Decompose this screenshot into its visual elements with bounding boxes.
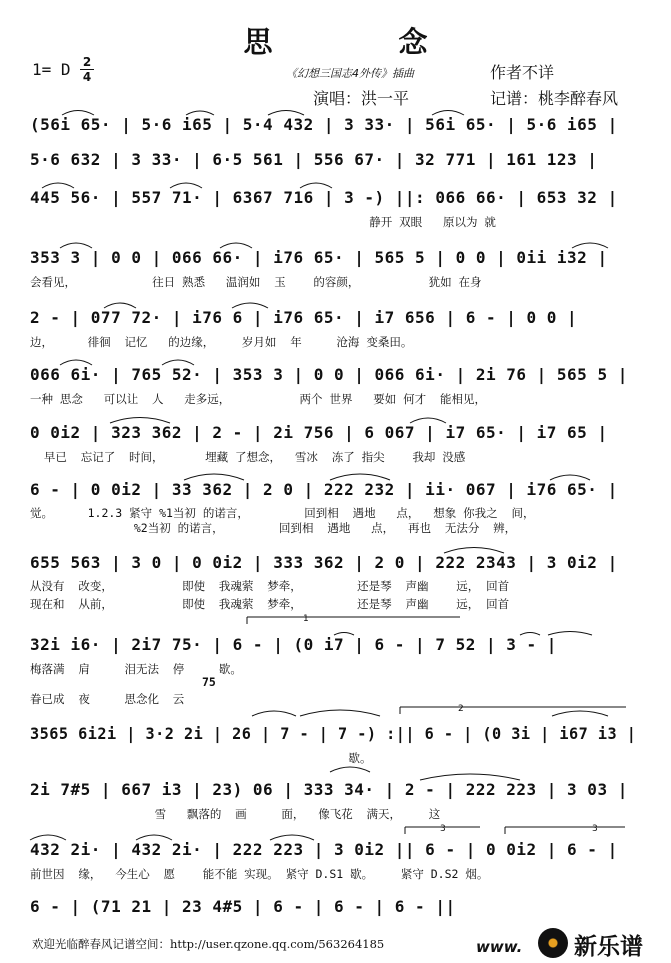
- volta-number: 3: [440, 824, 446, 834]
- brand-name: 新乐谱: [574, 934, 643, 960]
- notation-line: 6 - | 0 0i2 | 33 362 | 2 0 | 222 232 | ii· 067 | i76 65· |: [30, 480, 618, 499]
- notation-line: (56i 65· | 5·6 i65 | 5·4 432 | 3 33· | 56i 65· | 5·6 i65 |: [30, 115, 618, 134]
- lyric-line-2: 眷已成 夜 思念化 云: [30, 692, 185, 706]
- brand-logo: [476, 924, 666, 960]
- lyric-line: 梅落满 肩 泪无法 停 歇。: [30, 662, 242, 676]
- notation-line: 353 3 | 0 0 | 066 66· | i76 65· | 565 5 | 0 0 | 0ii i32 |: [30, 248, 608, 267]
- lyric-line: 雪 飘落的 画 面， 像飞花 满天， 这: [30, 807, 441, 821]
- time-signature: [80, 56, 94, 83]
- notation-line: 3565 6i2i | 3·2 2i | 26 | 7 - | 7 -) :|| 6 - | (0 3i | i67 i3 |: [30, 724, 637, 743]
- notation-line: 32i i6· | 2i7 75· | 6 - | (0 i7 | 6 - | 7 52 | 3 - |: [30, 635, 557, 654]
- song-title: 思 念: [243, 25, 486, 59]
- notation-line: 445 56· | 557 71· | 6367 716 | 3 -) ||: 066 66· | 653 32 |: [30, 188, 618, 207]
- meter-top: 2: [82, 55, 92, 69]
- lyric-line-2: 现在和 从前， 即使 我魂萦 梦牵， 还是琴 声幽 远， 回首: [30, 597, 510, 611]
- slur-mark: [330, 767, 370, 772]
- lyric-line-2: %2当初 的诺言， 回到相 遇地 点， 再也 无法分 辨，: [30, 521, 517, 535]
- notation-line: 2i 7#5 | 667 i3 | 23) 06 | 333 34· | 2 - | 222 223 | 3 03 |: [30, 780, 628, 799]
- volta-bracket: [400, 707, 626, 714]
- footer-credit: 欢迎光临醉春风记谱空间：http://user.qzone.qq.com/563264185: [32, 937, 385, 951]
- volta-bracket: [405, 827, 480, 834]
- notation-line: 655 563 | 3 0 | 0 0i2 | 333 362 | 2 0 | 222 2343 | 3 0i2 |: [30, 553, 618, 572]
- song-subtitle: 《幻想三国志4外传》插曲: [286, 67, 414, 80]
- lyric-line: 一种 思念 可以让 人 走多远， 两个 世界 要如 何才 能相见，: [30, 392, 487, 406]
- lyric-line: 前世因 缘， 今生心 愿 能不能 实现。 紧守 D.S1 歇。 紧守 D.S2 烟。: [30, 867, 489, 881]
- volta-number: 2: [458, 704, 464, 714]
- lyric-line: 觉。 1.2.3 紧守 %1当初 的诺言， 回到相 遇地 点， 想象 你我之 间，: [30, 506, 535, 520]
- volta-bracket: [247, 617, 460, 624]
- slur-mark: [252, 711, 296, 716]
- key-signature: 1= D: [32, 60, 71, 79]
- meter-bottom: 4: [82, 70, 92, 84]
- notation-line: 0 0i2 | 323 362 | 2 - | 2i 756 | 6 067 | i7 65· | i7 65 |: [30, 423, 608, 442]
- ornament-figure: 75: [202, 675, 216, 689]
- notation-line: 066 6i· | 765 52· | 353 3 | 0 0 | 066 6i· | 2i 76 | 565 5 |: [30, 365, 628, 384]
- singer: 演唱：洪一平: [313, 89, 410, 108]
- brand-www: www.: [476, 938, 523, 956]
- volta-number: 1: [303, 614, 309, 624]
- notation-line: 2 - | 077 72· | i76 6 | i76 65· | i7 656 | 6 - | 0 0 |: [30, 308, 578, 327]
- transcriber: 记谱：桃李醉春风: [490, 89, 619, 108]
- notation-line: 5·6 632 | 3 33· | 6·5 561 | 556 67· | 32 771 | 161 123 |: [30, 150, 598, 169]
- composer: 作者不详: [490, 63, 555, 82]
- volta-bracket: [505, 827, 625, 834]
- record-disc-icon: [538, 928, 568, 958]
- volta-number: 3: [592, 824, 598, 834]
- slur-mark: [300, 710, 380, 716]
- slur-mark: [552, 711, 608, 716]
- lyric-line: 早已 忘记了 时间， 埋藏 了想念， 雪冰 冻了 指尖 我却 没感: [30, 450, 466, 464]
- lyric-line: 歇。: [30, 751, 372, 765]
- lyric-line: 从没有 改变， 即使 我魂萦 梦牵， 还是琴 声幽 远， 回首: [30, 579, 510, 593]
- lyric-line: 静开 双眼 原以为 就: [30, 215, 496, 229]
- lyric-line: 边， 徘徊 记忆 的边缘， 岁月如 年 沧海 变桑田。: [30, 335, 413, 349]
- notation-line: 6 - | (71 21 | 23 4#5 | 6 - | 6 - | 6 - ||: [30, 897, 456, 916]
- notation-line: 432 2i· | 432 2i· | 222 223 | 3 0i2 || 6 - | 0 0i2 | 6 - |: [30, 840, 618, 859]
- lyric-line: 会看见， 往日 熟悉 温润如 玉 的容颜， 犹如 在身: [30, 275, 482, 289]
